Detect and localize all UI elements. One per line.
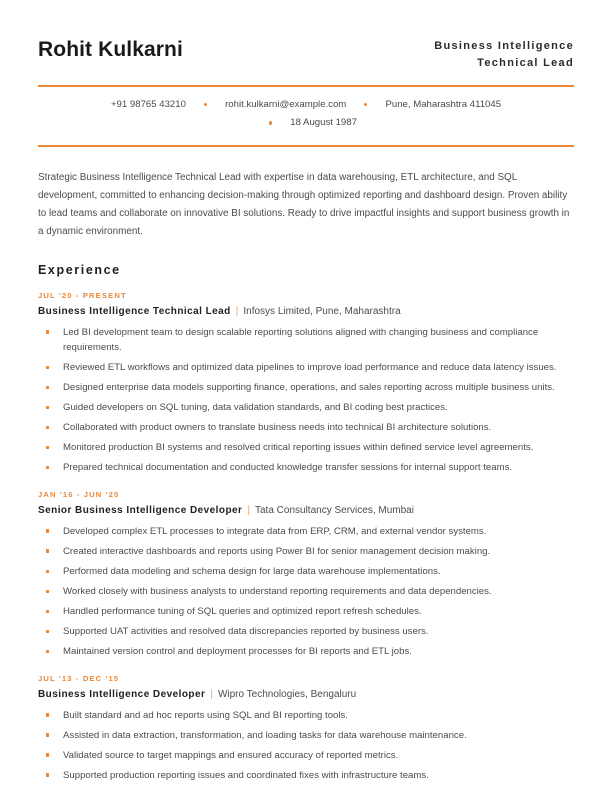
experience-dates: JUL '20 - PRESENT [38,290,127,300]
experience-role: Senior Business Intelligence Developer [38,504,243,516]
list-item: Designed enterprise data models supporting finance, operations, and sales reporting across multiple business units. [38,380,574,396]
bullet-separator-icon [364,103,367,106]
bullet-separator-icon [204,103,207,106]
list-item: Validated source to target mappings and ensured accuracy of reported metrics. [38,748,574,764]
pipe-separator-icon: | [235,305,239,317]
experience-entry [38,291,574,476]
section-title-experience: Experience [38,262,121,277]
experience-bullet-list [38,325,574,476]
contact-phone: +91 98765 43210 [110,98,186,110]
experience-dates: JUL '13 - DEC '15 [38,673,120,683]
list-item: Worked closely with business analysts to understand reporting requirements and data dependencies. [38,584,574,600]
header-divider-bottom [38,145,574,147]
list-item: Developed complex ETL processes to integrate data from ERP, CRM, and external vendor systems. [38,524,574,540]
bullet-separator-icon [269,121,272,124]
list-item: Built standard and ad hoc reports using SQL and BI reporting tools. [38,708,574,724]
experience-company: Wipro Technologies, Bengaluru [217,688,357,700]
professional-summary: Strategic Business Intelligence Technical Lead with expertise in data warehousing, ETL architecture, and SQL development, committed to enhancing decision-making through optimized reporting and dashboard design. Proven ability to lead teams and collaborate on innovative BI solutions. Ready to drive impactful insights and support business growth in a dynamic environment. [38,171,570,237]
list-item: Reviewed ETL workflows and optimized data pipelines to improve load performance and reduce data latency issues. [38,360,574,376]
candidate-name: Rohit Kulkarni [38,38,183,61]
contact-location: Pune, Maharashtra 411045 [385,98,502,110]
job-title-line-2: Technical Lead [477,56,574,69]
list-item: Maintained version control and deployment processes for BI reports and ETL jobs. [38,644,574,660]
list-item: Supported production reporting issues and coordinated fixes with infrastructure teams. [38,768,574,784]
list-item: Prepared technical documentation and conducted knowledge transfer sessions for internal support teams. [38,460,574,476]
list-item: Performed data modeling and schema design for large data warehouse implementations. [38,564,574,580]
experience-heading [38,304,574,319]
pipe-separator-icon: | [210,688,213,700]
job-title-line-1: Business Intelligence [434,40,574,52]
experience-bullet-list [38,524,574,660]
contact-birth-date: 18 August 1987 [290,116,357,128]
candidate-job-title [434,38,574,71]
list-item: Handled performance tuning of SQL queries and optimized report refresh schedules. [38,604,574,620]
contact-row-primary [38,96,574,114]
contact-row-secondary [38,114,574,132]
experience-dates: JAN '16 - JUN '20 [38,489,120,499]
contact-block [38,87,574,134]
experience-entry [38,674,574,784]
experience-heading [38,687,574,702]
list-item: Collaborated with product owners to translate business needs into technical BI architecture solutions. [38,420,574,436]
pipe-separator-icon: | [247,504,250,516]
resume-header [38,0,574,71]
list-item: Led BI development team to design scalable reporting solutions aligned with changing business and compliance requirements. [38,325,574,356]
experience-role: Business Intelligence Developer [38,688,206,700]
contact-email: rohit.kulkarni@example.com [225,98,347,110]
list-item: Assisted in data extraction, transformation, and loading tasks for data warehouse maintenance. [38,728,574,744]
experience-role: Business Intelligence Technical Lead [38,305,231,317]
list-item: Guided developers on SQL tuning, data validation standards, and BI coding best practices. [38,400,574,416]
experience-company: Infosys Limited, Pune, Maharashtra [243,305,401,317]
experience-company: Tata Consultancy Services, Mumbai [255,504,414,516]
list-item: Supported UAT activities and resolved data discrepancies reported by business users. [38,624,574,640]
list-item: Monitored production BI systems and resolved critical reporting issues within defined service level agreements. [38,440,574,456]
list-item: Created interactive dashboards and reports using Power BI for senior management decision making. [38,544,574,560]
experience-heading [38,503,574,518]
experience-bullet-list [38,708,574,784]
experience-entry [38,490,574,660]
